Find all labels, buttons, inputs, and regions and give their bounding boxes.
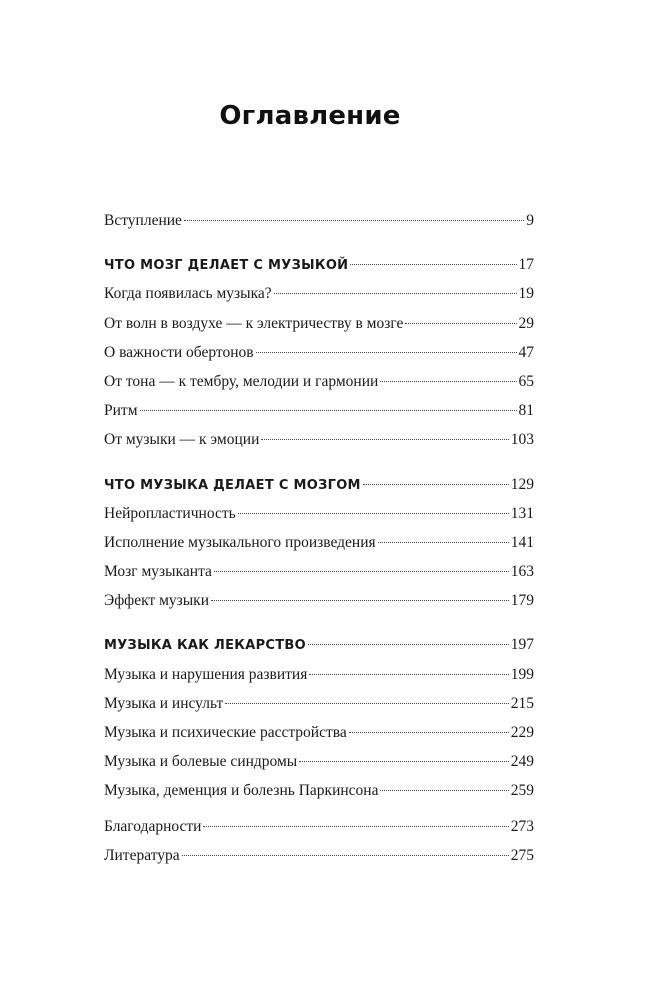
toc-entry-label: Исполнение музыкального произведения: [104, 533, 376, 551]
toc-page-number: 141: [510, 533, 534, 551]
toc-entry-label: Литература: [104, 846, 180, 864]
toc-page-number: 215: [510, 694, 534, 712]
toc-page-number: 275: [510, 846, 534, 864]
toc-section-label: ЧТО МУЗЫКА ДЕЛАЕТ С МОЗГОМ: [104, 477, 361, 493]
toc-page-number: 129: [510, 475, 534, 493]
dot-leader: [380, 790, 508, 791]
toc-entry-label: Мозг музыканта: [104, 563, 212, 581]
toc-entry: [104, 724, 534, 753]
toc-entry-label: Эффект музыки: [104, 592, 210, 610]
toc-section-label: ЧТО МОЗГ ДЕЛАЕТ С МУЗЫКОЙ: [104, 258, 349, 274]
toc-entry-label: Ритм: [104, 402, 138, 420]
toc-page-number: 17: [518, 256, 534, 274]
toc-page-number: 19: [518, 285, 534, 303]
toc-entry: [104, 344, 534, 373]
toc-entry: [104, 402, 534, 431]
toc-entry-intro: [104, 212, 534, 241]
toc-page-number: 229: [510, 724, 534, 741]
dot-leader: [274, 293, 517, 294]
toc-entry: [104, 373, 534, 402]
toc-entry-label: Благодарности: [104, 817, 202, 835]
toc-entry: [104, 782, 534, 811]
toc-entry-label: Музыка и болевые синдромы: [104, 753, 298, 771]
dot-leader: [256, 352, 517, 353]
section-gap: [104, 621, 534, 636]
toc-page-number: 131: [510, 504, 534, 522]
toc-entry-label: От волн в воздухе — к электричеству в мозге: [104, 314, 404, 332]
toc-page-number: 9: [526, 212, 534, 229]
dot-leader: [380, 381, 516, 382]
toc-page-number: 81: [518, 402, 534, 420]
dot-leader: [349, 732, 509, 733]
toc-entry-label: Вступление: [104, 212, 182, 229]
toc-entry: [104, 592, 534, 621]
toc-entry: [104, 695, 534, 724]
dot-leader: [203, 826, 508, 827]
toc-entry-label: Музыка, деменция и болезнь Паркинсона: [104, 782, 379, 800]
toc-page-number: 29: [518, 314, 534, 332]
toc-page-number: 273: [510, 817, 534, 835]
toc-entry: [104, 563, 534, 592]
toc-entry-label: Когда появилась музыка?: [104, 285, 272, 303]
toc-page-number: 65: [518, 372, 534, 390]
dot-leader: [140, 410, 517, 411]
toc-page-number: 259: [510, 782, 534, 800]
table-of-contents: [104, 212, 534, 876]
toc-section-heading: [104, 256, 534, 285]
toc-page-number: 199: [510, 665, 534, 683]
toc-page-number: 163: [510, 563, 534, 581]
toc-page-number: 179: [510, 592, 534, 610]
toc-entry: [104, 753, 534, 782]
dot-leader: [211, 600, 509, 601]
dot-leader: [299, 761, 509, 762]
dot-leader: [308, 644, 509, 645]
toc-entry: [104, 315, 534, 344]
dot-leader: [261, 439, 508, 440]
toc-entry-label: Нейропластичность: [104, 504, 236, 522]
section-gap: [104, 461, 534, 476]
toc-entry-label: От тона — к тембру, мелодии и гармонии: [104, 372, 379, 390]
toc-entry-label: Музыка и инсульт: [104, 694, 224, 712]
toc-entry-label: Музыка и нарушения развития: [104, 665, 308, 683]
toc-page-number: 249: [510, 753, 534, 771]
dot-leader: [350, 264, 516, 265]
page-title: Оглавление: [219, 101, 401, 131]
toc-section-heading: [104, 636, 534, 665]
toc-entry-label: О важности обертонов: [104, 343, 254, 361]
dot-leader: [184, 220, 524, 221]
toc-entry-label: От музыки — к эмоции: [104, 431, 260, 449]
toc-page-number: 47: [518, 343, 534, 361]
toc-entry-acknowledgements: [104, 818, 534, 847]
dot-leader: [378, 542, 509, 543]
toc-entry: [104, 534, 534, 563]
dot-leader: [309, 674, 508, 675]
dot-leader: [405, 323, 516, 324]
toc-page-number: 197: [510, 636, 534, 654]
dot-leader: [182, 855, 509, 856]
toc-entry-references: [104, 847, 534, 876]
section-gap: [104, 241, 534, 256]
toc-entry-label: Музыка и психические расстройства: [104, 724, 347, 741]
toc-entry: [104, 666, 534, 695]
toc-entry: [104, 505, 534, 534]
toc-entry: [104, 285, 534, 314]
toc-page-number: 103: [510, 431, 534, 449]
dot-leader: [238, 513, 509, 514]
toc-entry: [104, 431, 534, 460]
toc-section-heading: [104, 476, 534, 505]
toc-section-label: МУЗЫКА КАК ЛЕКАРСТВО: [104, 638, 306, 654]
dot-leader: [225, 703, 509, 704]
dot-leader: [363, 484, 509, 485]
dot-leader: [214, 571, 509, 572]
